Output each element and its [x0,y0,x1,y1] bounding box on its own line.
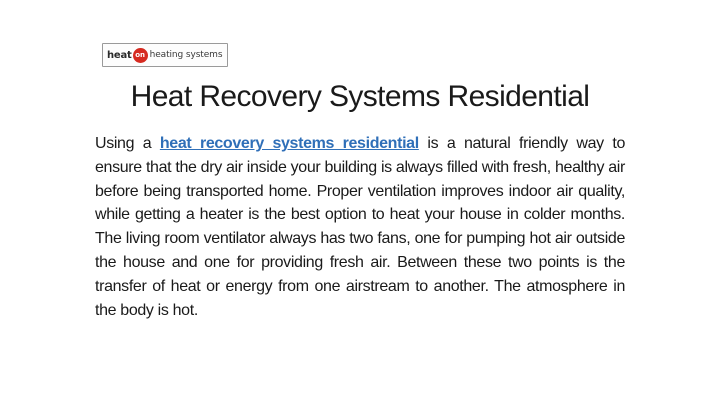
paragraph-intro: Using a [95,135,160,152]
heat-on-logo [102,43,228,67]
heat-recovery-link[interactable]: heat recovery systems residential [159,135,419,152]
logo-word-heating-systems: heating systems [149,50,223,60]
body-paragraph [95,132,625,322]
logo-word-heat: heat [107,49,132,61]
page-title: Heat Recovery Systems Residential [130,80,590,113]
paragraph-rest: is a natural friendly way to ensure that the dry air inside your building is always filled with fresh, healthy air before being transported home. Proper ventilation improves indoor air quality, while getting a heater is the best option to heat your house in colder months. The living room ventilator always has two fans, one for pumping hot air outside the house and one for providing fresh air. Between these two points is the transfer of heat or energy from one airstream to another. The atmosphere in the body is hot. [95,135,625,319]
logo-on-badge: on [133,48,148,63]
